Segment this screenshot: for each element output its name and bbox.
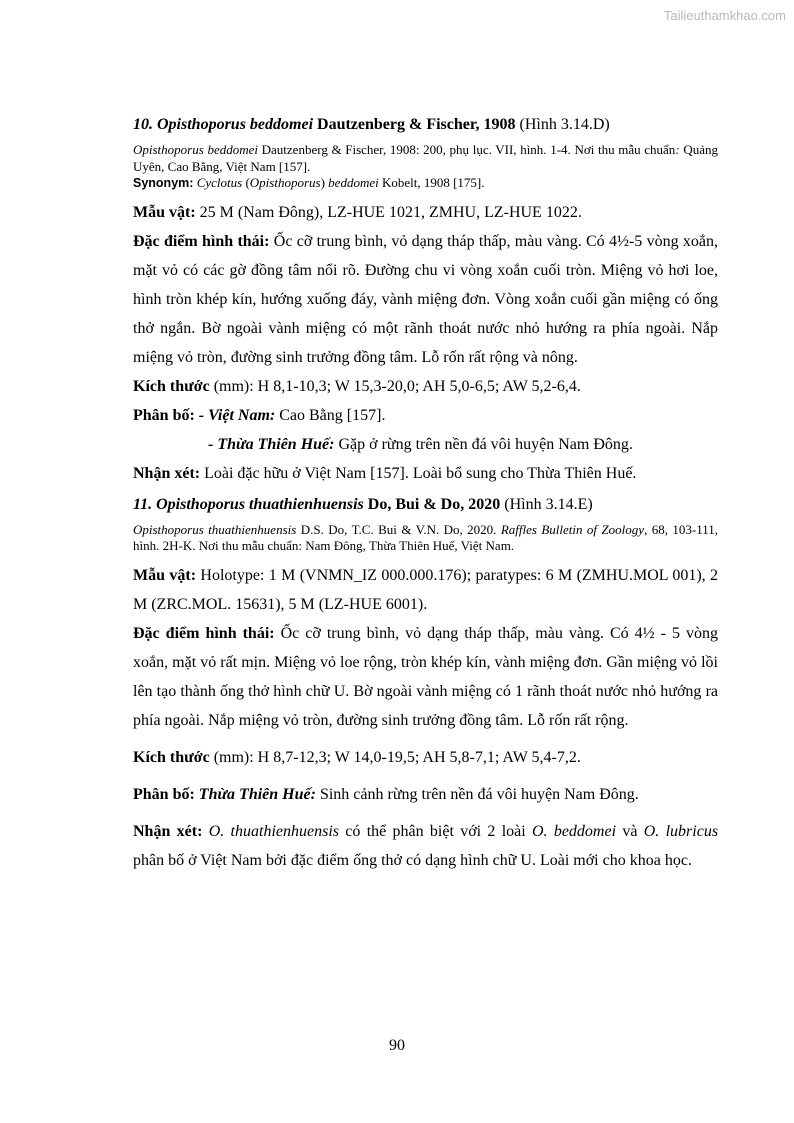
figure-ref: (Hình 3.14.E) <box>504 495 593 513</box>
morphology-text: Ốc cỡ trung bình, vỏ dạng tháp thấp, màu vàng. Có 4½-5 vòng xoắn, mặt vỏ có các gờ đồng tâm nổi rõ. Đường chu vi vòng xoắn cuối tròn. Miệng vỏ hơi loe, hình tròn khép kín, hướng xuống đáy, vành miệng đơn. Vòng xoắn cuối gần miệng có ống thở ngắn. Bờ ngoài vành miệng có một rãnh thoát nước nhỏ hướng ra phía ngoài. Nắp miệng vỏ tròn, đường sinh trưởng đồng tâm. Lỗ rốn rất rộng và nông. <box>133 232 718 366</box>
distribution-tth-text: Gặp ở rừng trên nền đá vôi huyện Nam Đông. <box>338 435 633 453</box>
distribution-10 <box>133 401 718 430</box>
species-name: Opisthoporus thuathienhuensis <box>156 495 364 513</box>
size-11 <box>133 743 718 772</box>
size-text: (mm): H 8,7-12,3; W 14,0-19,5; AH 5,8-7,1; AW 5,4-7,2. <box>213 748 581 766</box>
morphology-label: Đặc điểm hình thái: <box>133 232 270 250</box>
remark-species-1: O. thuathienhuensis <box>208 822 339 840</box>
species-author: Do, Bui & Do, 2020 <box>367 495 501 513</box>
distribution-label: Phân bố: <box>133 406 195 424</box>
reference-10 <box>133 142 718 175</box>
species-heading-10 <box>133 114 718 136</box>
remark-11 <box>133 817 718 875</box>
ref-place: Quảng Uyên, Cao Bằng, Việt Nam [157]. <box>133 142 718 174</box>
specimen-10 <box>133 198 718 227</box>
ref-text: Dautzenberg & Fischer, 1908: 200, phụ lục. VII, hình. 1-4. Nơi thu mẫu chuẩn <box>261 142 676 157</box>
specimen-text: Holotype: 1 M (VNMN_IZ 000.000.176); paratypes: 6 M (ZMHU.MOL 001), 2 M (ZRC.MOL. 15631), 5 M (LZ-HUE 6001). <box>133 566 719 613</box>
distribution-vn-text: Cao Bằng [157]. <box>279 406 386 424</box>
distribution-label: Phân bố: <box>133 785 195 803</box>
synonym-label: Synonym: <box>133 176 194 190</box>
species-number: 11. <box>133 495 153 513</box>
ref-rest: , 68, 103-111, hình. 2H-K. Nơi thu mẫu chuẩn: Nam Đông, Thừa Thiên Huế, Việt Nam. <box>133 521 718 553</box>
specimen-label: Mẫu vật: <box>133 566 197 584</box>
ref-species-name: Opisthoporus beddomei <box>133 142 258 157</box>
morphology-text: Ốc cỡ trung bình, vỏ dạng tháp thấp, màu vàng. Có 4½ - 5 vòng xoắn, mặt vỏ rất mịn. Miệng vỏ loe rộng, tròn khép kín, vành miệng đơn. Gần miệng vỏ lồi lên tạo thành ống thở hình chữ U. Bờ ngoài vành miệng có 1 rãnh thoát nước nhỏ hướng ra phía ngoài. Nắp miệng vỏ tròn, đường sinh trưởng đồng tâm. Lỗ rốn rất rộng. <box>133 624 718 729</box>
distribution-tth-text: Sinh cảnh rừng trên nền đá vôi huyện Nam Đông. <box>319 785 639 803</box>
remark-10 <box>133 459 718 488</box>
reference-11 <box>133 522 718 555</box>
size-10 <box>133 372 718 401</box>
remark-text-2: và <box>622 822 638 840</box>
specimen-label: Mẫu vật: <box>133 203 196 221</box>
species-number: 10. <box>133 116 153 133</box>
species-name: Opisthoporus beddomei <box>157 116 314 133</box>
ref-authors: D.S. Do, T.C. Bui & V.N. Do, 2020. <box>300 521 497 537</box>
distribution-11 <box>133 780 718 809</box>
size-label: Kích thước <box>133 377 210 395</box>
remark-label: Nhận xét: <box>133 464 201 482</box>
synonym-rest: Kobelt, 1908 [175]. <box>381 175 485 190</box>
size-label: Kích thước <box>133 748 210 766</box>
distribution-tth-label: Thừa Thiên Huế: <box>198 785 316 803</box>
synonym-species: beddomei <box>328 175 379 190</box>
figure-ref: (Hình 3.14.D) <box>519 116 610 133</box>
synonym-10: Synonym: Cyclotus (Opisthoporus) beddomei Kobelt, 1908 [175]. <box>133 175 485 190</box>
morphology-11 <box>133 619 718 735</box>
remark-text: Loài đặc hữu ở Việt Nam [157]. Loài bổ sung cho Thừa Thiên Huế. <box>204 464 637 482</box>
remark-text-1: có thể phân biệt với 2 loài <box>345 822 526 840</box>
remark-text-3: phân bố ở Việt Nam bởi đặc điểm ống thở có dạng hình chữ U. Loài mới cho khoa học. <box>133 851 692 869</box>
synonym-subgenus: Opisthoporus <box>249 175 321 190</box>
specimen-text: 25 M (Nam Đông), LZ-HUE 1021, ZMHU, LZ-HUE 1022. <box>199 203 582 221</box>
distribution-tth-label: - Thừa Thiên Huế: <box>208 435 335 453</box>
morphology-label: Đặc điểm hình thái: <box>133 624 275 642</box>
document-page <box>133 114 718 875</box>
synonym-genus: Cyclotus <box>196 175 243 190</box>
specimen-11 <box>133 561 718 619</box>
watermark: Tailieuthamkhao.com <box>663 8 786 23</box>
morphology-10 <box>133 227 718 372</box>
remark-species-3: O. lubricus <box>643 822 719 840</box>
ref-colon: : <box>675 142 680 157</box>
species-heading-11 <box>133 494 718 516</box>
size-text: (mm): H 8,1-10,3; W 15,3-20,0; AH 5,0-6,5; AW 5,2-6,4. <box>213 377 581 395</box>
ref-journal: Raffles Bulletin of Zoology <box>500 521 645 537</box>
ref-species-name: Opisthoporus thuathienhuensis <box>133 521 297 537</box>
distribution-tth-10 <box>133 430 718 459</box>
remark-label: Nhận xét: <box>133 822 203 840</box>
page-number: 90 <box>389 1037 405 1054</box>
distribution-vn-label: - Việt Nam: <box>198 406 276 424</box>
species-author: Dautzenberg & Fischer, 1908 <box>317 116 516 133</box>
remark-species-2: O. beddomei <box>531 822 617 840</box>
